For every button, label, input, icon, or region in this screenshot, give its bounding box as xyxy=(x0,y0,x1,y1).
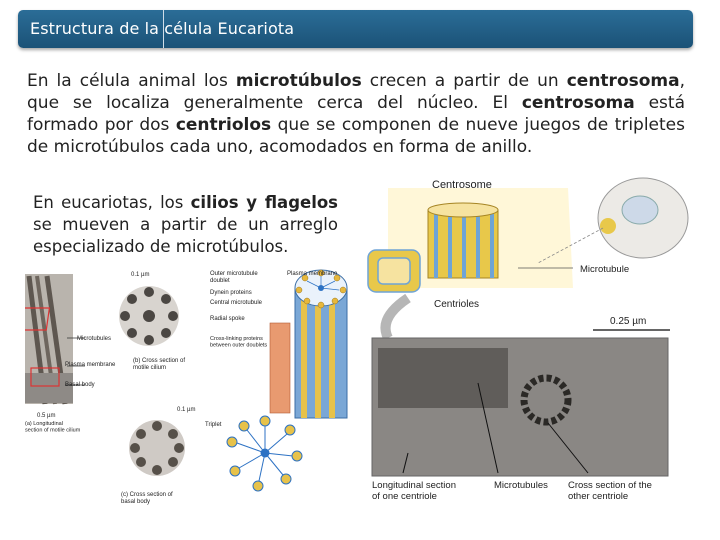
label-cross-section-other: Cross section of the other centriole xyxy=(568,480,652,502)
term-centrosoma-2: centrosoma xyxy=(521,93,635,113)
label-plasma-membrane-top: Plasma membrane xyxy=(287,271,338,277)
label-microtubules: Microtubules xyxy=(77,336,112,342)
label-basal-body: Basal body xyxy=(65,382,95,388)
slide-title: Estructura de la célula Eucariota xyxy=(30,19,295,38)
paragraph-cilia: En eucariotas, los cilios y flagelos se mueven a partir de un arreglo especializado de microtúbulos. xyxy=(33,193,339,256)
term-cilios-flagelos: cilios y flagelos xyxy=(190,193,339,212)
centrosome-figure xyxy=(358,168,690,513)
term-centrosoma: centrosoma xyxy=(566,71,680,91)
caption-c: (c) Cross section of basal body xyxy=(121,492,173,505)
label-microtubule: Microtubule xyxy=(580,264,630,275)
centriole-cross xyxy=(368,250,420,292)
label-radial-spoke: Radial spoke xyxy=(210,316,245,322)
label-longitudinal-section: Longitudinal section of one centriole xyxy=(372,480,456,502)
label-central-mt: Central microtubule xyxy=(210,300,263,306)
label-cross-linking: Cross-linking proteins between outer doublets xyxy=(210,336,268,349)
caption-a: (a) Longitudinal section of motile cilium xyxy=(25,421,81,434)
label-centrioles: Centrioles xyxy=(434,299,480,310)
title-bar xyxy=(18,10,693,48)
centriole-cylinder xyxy=(428,203,498,278)
scale-top: 0.1 µm xyxy=(131,272,150,278)
triplet-ring-diagram xyxy=(227,416,302,491)
label-outer-doublet: Outer microtubule doublet xyxy=(210,271,258,284)
cilium-figure xyxy=(25,268,355,513)
scale-025: 0.25 µm xyxy=(610,316,647,327)
term-centriolos: centriolos xyxy=(175,115,272,135)
label-dynein: Dynein proteins xyxy=(210,290,252,296)
caption-b: (b) Cross section of motile cilium xyxy=(133,358,186,371)
scale-05: 0.5 µm xyxy=(37,413,56,419)
term-microtubulos: microtúbulos xyxy=(235,71,362,91)
label-microtubules-right: Microtubules xyxy=(494,480,548,491)
label-triplet: Triplet xyxy=(205,422,222,428)
label-plasma-membrane: Plasma membrane xyxy=(65,362,116,368)
paragraph-centrosome: En la célula animal los microtúbulos crecen a partir de un centrosoma, que se localiza generalmente cerca del núcleo. El centrosoma está formado por dos centriolos que se componen de nueve juegos de tripletes de microtúbulos cada uno, acomodados en forma de anillo. xyxy=(27,71,686,157)
label-centrosome: Centrosome xyxy=(432,179,492,191)
scale-bottom: 0.1 µm xyxy=(177,407,196,413)
